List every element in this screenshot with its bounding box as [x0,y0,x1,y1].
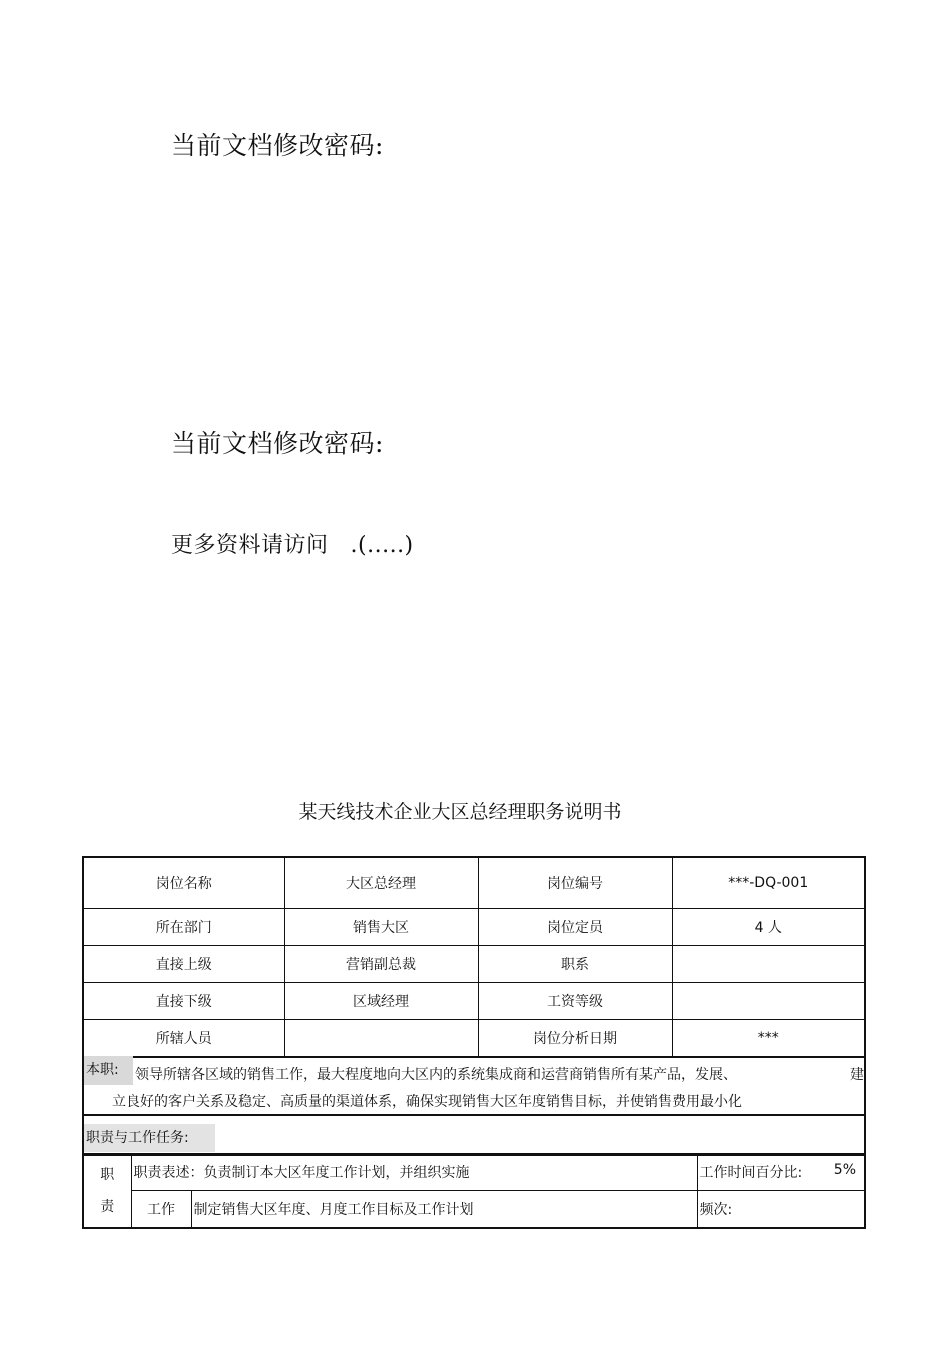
summary-text-line1: 领导所辖各区域的销售工作，最大程度地向大区内的系统集成商和运营商销售所有某产品，发展、 [135,1067,737,1083]
duty-side-char-1: 职 [100,1166,115,1183]
table-cell: 直接下级 [83,983,284,1020]
more-info-url: .(.....) [350,533,414,558]
table-cell: 职系 [478,946,672,983]
table-cell [672,983,865,1020]
table-cell: 大区总经理 [284,857,478,909]
table-cell: 区域经理 [284,983,478,1020]
table-cell [672,946,865,983]
table-row [83,1191,865,1229]
job-summary [82,1056,866,1116]
position-info-table [82,856,866,1058]
table-row [83,1020,865,1058]
table-cell: *** [672,1020,865,1058]
table-row [83,909,865,946]
table-row [83,857,865,909]
table-cell: 所在部门 [83,909,284,946]
password-line-2: 当前文档修改密码: [171,429,384,458]
task-text: 制定销售大区年度、月度工作目标及工作计划 [191,1191,697,1229]
duty-side-label [83,1154,131,1229]
table-cell: 岗位名称 [83,857,284,909]
summary-label: 本职: [84,1056,133,1085]
table-cell: 岗位定员 [478,909,672,946]
summary-text-line2: 立良好的客户关系及稳定、高质量的渠道体系，确保实现销售大区年度销售目标，并使销售费用最小化 [112,1094,742,1110]
table-row [83,1154,865,1191]
task-label: 工作 [131,1191,191,1229]
duty-side-char-2: 责 [100,1198,115,1215]
password-line-1: 当前文档修改密码: [171,131,384,160]
frequency-label: 频次: [697,1191,865,1229]
table-cell: 所辖人员 [83,1020,284,1058]
table-row [83,946,865,983]
table-cell: ***-DQ-001 [672,857,865,909]
duties-section-label: 职责与工作任务: [84,1124,215,1152]
summary-text-line1-end: 建 [850,1067,864,1083]
time-percent-cell [697,1154,865,1191]
table-cell [284,1020,478,1058]
document-title: 某天线技术企业大区总经理职务说明书 [298,801,622,823]
table-cell: 销售大区 [284,909,478,946]
table-cell: 岗位编号 [478,857,672,909]
more-info-line [171,528,414,559]
table-cell: 营销副总裁 [284,946,478,983]
table-cell: 岗位分析日期 [478,1020,672,1058]
time-percent-label: 工作时间百分比: [699,1165,803,1181]
time-percent-value: 5% [833,1162,856,1178]
table-cell: 工资等级 [478,983,672,1020]
duties-table [82,1153,866,1229]
more-info-text: 更多资料请访问 [171,533,329,558]
duties-section-header [82,1114,866,1156]
table-row [83,983,865,1020]
duty-description: 职责表述：负责制订本大区年度工作计划，并组织实施 [131,1154,697,1191]
table-cell: 直接上级 [83,946,284,983]
table-cell: 4 人 [672,909,865,946]
